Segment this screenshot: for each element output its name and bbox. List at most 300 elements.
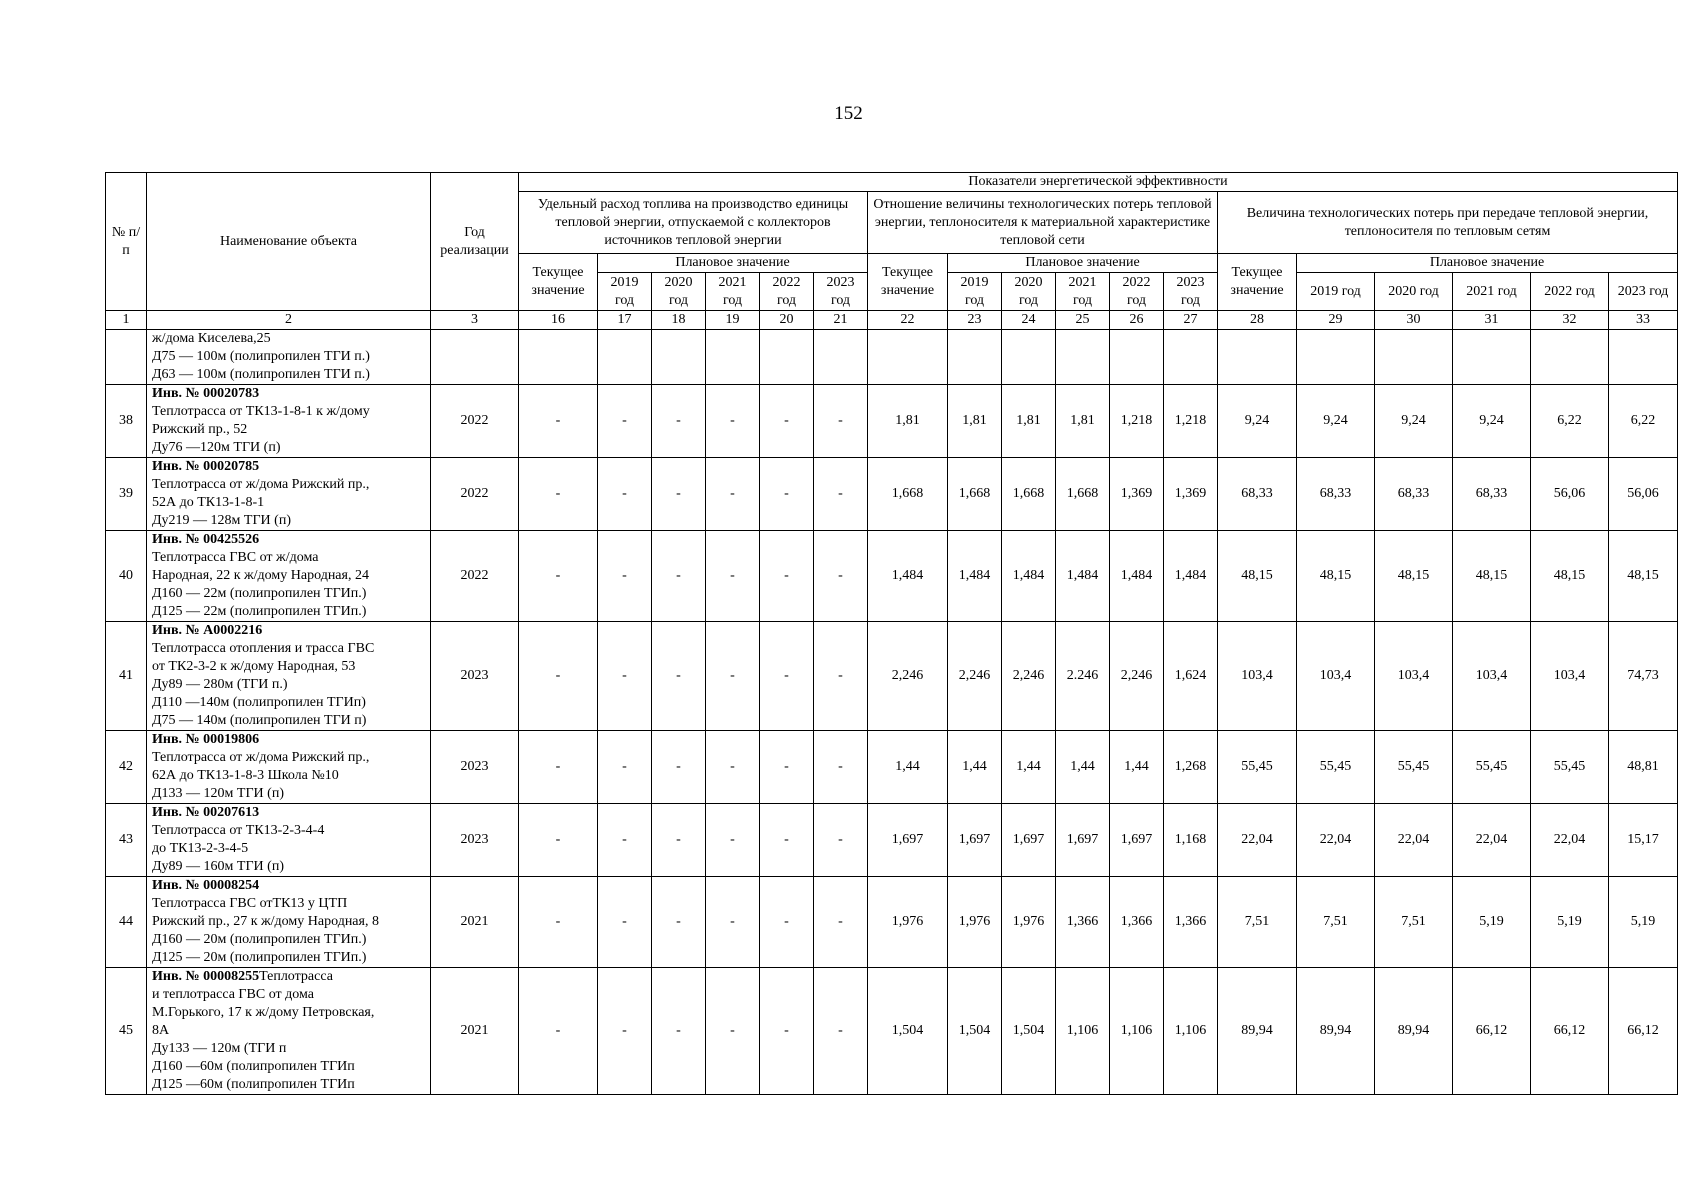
indicator-value: - xyxy=(706,458,760,531)
header-name: Наименование объекта xyxy=(147,173,431,311)
indicator-value: 1,624 xyxy=(1164,622,1218,731)
indicator-value: 55,45 xyxy=(1297,731,1375,804)
indicator-value: 66,12 xyxy=(1531,968,1609,1095)
indicator-value: 1,369 xyxy=(1110,458,1164,531)
implementation-year: 2023 xyxy=(431,804,519,877)
indicator-value: - xyxy=(706,622,760,731)
row-number: 39 xyxy=(106,458,147,531)
header-year-col: 2019 год xyxy=(598,273,652,311)
indicator-value: 103,4 xyxy=(1453,622,1531,731)
object-name-line: Теплотрасса от ТК13-2-3-4-4 xyxy=(152,823,325,838)
object-name-line: до ТК13-2-3-4-5 xyxy=(152,841,249,856)
object-name-line: Д160 — 22м (полипропилен ТГИп.) xyxy=(152,586,367,601)
indicator-value: 6,22 xyxy=(1609,385,1678,458)
object-name-line: 8А xyxy=(152,1023,170,1038)
indicator-value: - xyxy=(598,731,652,804)
column-number: 17 xyxy=(598,311,652,330)
implementation-year: 2023 xyxy=(431,622,519,731)
indicator-value: 55,45 xyxy=(1453,731,1531,804)
column-number: 23 xyxy=(948,311,1002,330)
indicator-value: - xyxy=(598,622,652,731)
indicator-value: 48,81 xyxy=(1609,731,1678,804)
header-year-col: 2020 год xyxy=(652,273,706,311)
table-row xyxy=(106,731,1678,804)
implementation-year: 2022 xyxy=(431,458,519,531)
indicator-value: 48,15 xyxy=(1375,531,1453,622)
indicator-value: - xyxy=(519,531,598,622)
indicator-value: - xyxy=(598,385,652,458)
energy-efficiency-table xyxy=(105,172,1678,1095)
indicator-value: 56,06 xyxy=(1531,458,1609,531)
column-number: 19 xyxy=(706,311,760,330)
indicator-value: - xyxy=(706,968,760,1095)
inventory-number: Инв. № 00020783 xyxy=(152,386,260,401)
indicator-value: 2.246 xyxy=(1056,622,1110,731)
indicator-value: 1,484 xyxy=(948,531,1002,622)
table-row xyxy=(106,458,1678,531)
indicator-value: 56,06 xyxy=(1609,458,1678,531)
indicator-value xyxy=(814,330,868,385)
table-row xyxy=(106,330,1678,385)
column-number: 22 xyxy=(868,311,948,330)
object-name-line: Д125 —60м (полипропилен ТГИп xyxy=(152,1077,355,1092)
indicator-value xyxy=(1375,330,1453,385)
indicator-value: - xyxy=(652,877,706,968)
indicator-value: 1,976 xyxy=(1002,877,1056,968)
header-year-col: 2022 год xyxy=(1531,273,1609,311)
inventory-line xyxy=(152,968,425,986)
indicator-value: 89,94 xyxy=(1375,968,1453,1095)
indicator-value: 68,33 xyxy=(1375,458,1453,531)
indicator-value: - xyxy=(706,877,760,968)
object-name-line: Ду219 — 128м ТГИ (п) xyxy=(152,513,291,528)
indicator-value: 68,33 xyxy=(1218,458,1297,531)
header-year-col: 2019 год xyxy=(948,273,1002,311)
object-name-line: от ТК2-3-2 к ж/дому Народная, 53 xyxy=(152,659,356,674)
header-group-fuel: Удельный расход топлива на производство единицы тепловой энергии, отпускаемой с коллекторов источников тепловой энергии xyxy=(519,192,868,254)
indicator-value: 48,15 xyxy=(1609,531,1678,622)
indicator-value: 89,94 xyxy=(1297,968,1375,1095)
indicator-value: 1,697 xyxy=(868,804,948,877)
object-name-line: Теплотрасса от ж/дома Рижский пр., xyxy=(152,750,370,765)
indicator-value: 1,484 xyxy=(1164,531,1218,622)
row-number: 42 xyxy=(106,731,147,804)
header-year-col: 2023 год xyxy=(1164,273,1218,311)
indicator-value: - xyxy=(519,731,598,804)
object-name-line: М.Горького, 17 к ж/дому Петровская, xyxy=(152,1005,375,1020)
indicator-value: 2,246 xyxy=(1002,622,1056,731)
indicator-value: 1,697 xyxy=(1110,804,1164,877)
object-name-cell xyxy=(147,330,431,385)
indicator-value: - xyxy=(519,385,598,458)
column-number: 32 xyxy=(1531,311,1609,330)
column-number: 28 xyxy=(1218,311,1297,330)
column-number: 16 xyxy=(519,311,598,330)
indicator-value: - xyxy=(760,877,814,968)
object-name-line: Ду133 — 120м (ТГИ п xyxy=(152,1041,287,1056)
indicator-value xyxy=(1002,330,1056,385)
indicator-value: 1,106 xyxy=(1056,968,1110,1095)
indicator-value: 66,12 xyxy=(1453,968,1531,1095)
row-number xyxy=(106,330,147,385)
inventory-number: Инв. № 00008255 xyxy=(152,969,260,984)
indicator-value: 1,484 xyxy=(1110,531,1164,622)
row-number: 40 xyxy=(106,531,147,622)
indicator-value: 9,24 xyxy=(1453,385,1531,458)
object-name-line: Рижский пр., 52 xyxy=(152,422,248,437)
table-row xyxy=(106,531,1678,622)
indicator-value: 22,04 xyxy=(1297,804,1375,877)
object-name-line: Теплотрасса от ж/дома Рижский пр., xyxy=(152,477,370,492)
indicator-value: 1,484 xyxy=(1002,531,1056,622)
indicator-value: - xyxy=(652,385,706,458)
object-name-line: Теплотрасса отопления и трасса ГВС xyxy=(152,641,375,656)
indicator-value: - xyxy=(814,385,868,458)
indicator-value: - xyxy=(760,804,814,877)
inventory-line xyxy=(152,804,425,822)
indicator-value: 1,484 xyxy=(868,531,948,622)
object-name-line: и теплотрасса ГВС от дома xyxy=(152,987,314,1002)
indicator-value: 5,19 xyxy=(1609,877,1678,968)
object-name-cell xyxy=(147,877,431,968)
indicator-value: - xyxy=(706,804,760,877)
indicator-value: - xyxy=(652,731,706,804)
row-number: 44 xyxy=(106,877,147,968)
indicator-value: 9,24 xyxy=(1297,385,1375,458)
indicator-value: 2,246 xyxy=(868,622,948,731)
indicator-value: - xyxy=(706,731,760,804)
header-group-loss-value: Величина технологических потерь при передаче тепловой энергии, теплоносителя по тепловым сетям xyxy=(1218,192,1678,254)
indicator-value: 1,668 xyxy=(948,458,1002,531)
column-number: 31 xyxy=(1453,311,1531,330)
indicator-value: 1,504 xyxy=(1002,968,1056,1095)
indicator-value: 89,94 xyxy=(1218,968,1297,1095)
row-number: 38 xyxy=(106,385,147,458)
column-number: 1 xyxy=(106,311,147,330)
implementation-year xyxy=(431,330,519,385)
row-number: 45 xyxy=(106,968,147,1095)
implementation-year: 2021 xyxy=(431,877,519,968)
indicator-value: 1,218 xyxy=(1110,385,1164,458)
indicator-value xyxy=(1453,330,1531,385)
indicator-value: 1,504 xyxy=(868,968,948,1095)
indicator-value xyxy=(652,330,706,385)
indicator-value: 66,12 xyxy=(1609,968,1678,1095)
indicator-value: - xyxy=(706,385,760,458)
indicator-value: - xyxy=(760,622,814,731)
inventory-line xyxy=(152,877,425,895)
table-row xyxy=(106,622,1678,731)
indicator-value: 55,45 xyxy=(1218,731,1297,804)
indicator-value xyxy=(948,330,1002,385)
indicator-value: - xyxy=(652,622,706,731)
indicator-value: 5,19 xyxy=(1453,877,1531,968)
indicator-value: 103,4 xyxy=(1297,622,1375,731)
indicator-value xyxy=(1531,330,1609,385)
indicator-value: 1,268 xyxy=(1164,731,1218,804)
indicator-value: 7,51 xyxy=(1297,877,1375,968)
object-name-line: Ду89 — 160м ТГИ (п) xyxy=(152,859,284,874)
column-number: 29 xyxy=(1297,311,1375,330)
indicator-value: - xyxy=(760,731,814,804)
indicator-value: - xyxy=(814,968,868,1095)
indicator-value: - xyxy=(519,877,598,968)
indicator-value: 103,4 xyxy=(1218,622,1297,731)
header-year-col: 2021 год xyxy=(1453,273,1531,311)
object-name-line: Теплотрасса от ТК13-1-8-1 к ж/дому xyxy=(152,404,370,419)
object-name-cell xyxy=(147,531,431,622)
header-planned: Плановое значение xyxy=(948,254,1218,273)
indicator-value: - xyxy=(598,877,652,968)
object-name-cell xyxy=(147,385,431,458)
header-group-loss-ratio: Отношение величины технологических потерь тепловой энергии, теплоносителя к материальной характеристике тепловой сети xyxy=(868,192,1218,254)
indicator-value: 9,24 xyxy=(1375,385,1453,458)
object-name-line: Ду89 — 280м (ТГИ п.) xyxy=(152,677,288,692)
indicator-value: 9,24 xyxy=(1218,385,1297,458)
indicator-value: 1,668 xyxy=(868,458,948,531)
column-number: 18 xyxy=(652,311,706,330)
indicator-value: - xyxy=(598,804,652,877)
object-name-line: Д160 — 20м (полипропилен ТГИп.) xyxy=(152,932,367,947)
column-numbers-row xyxy=(106,311,1678,330)
object-name-line: Рижский пр., 27 к ж/дому Народная, 8 xyxy=(152,914,379,929)
table-row xyxy=(106,385,1678,458)
indicator-value: 1,44 xyxy=(1056,731,1110,804)
header-year-col: 2021 год xyxy=(1056,273,1110,311)
indicator-value: - xyxy=(652,804,706,877)
inventory-suffix: Теплотрасса xyxy=(259,969,333,984)
indicator-value: - xyxy=(706,531,760,622)
inventory-line xyxy=(152,622,425,640)
object-name-line: 52А до ТК13-1-8-1 xyxy=(152,495,265,510)
object-name-line: ж/дома Киселева,25 xyxy=(152,331,271,346)
column-number: 24 xyxy=(1002,311,1056,330)
indicator-value: 22,04 xyxy=(1375,804,1453,877)
inventory-number: Инв. № 00008254 xyxy=(152,878,260,893)
indicator-value: 2,246 xyxy=(948,622,1002,731)
indicator-value: 1,218 xyxy=(1164,385,1218,458)
object-name-line: Д125 — 20м (полипропилен ТГИп.) xyxy=(152,950,367,965)
column-number: 27 xyxy=(1164,311,1218,330)
indicator-value xyxy=(1297,330,1375,385)
indicator-value: 68,33 xyxy=(1453,458,1531,531)
header-year-col: 2021 год xyxy=(706,273,760,311)
inventory-number: Инв. № 00425526 xyxy=(152,532,260,547)
indicator-value: - xyxy=(760,385,814,458)
indicator-value: 1,81 xyxy=(948,385,1002,458)
indicator-value: - xyxy=(598,531,652,622)
indicator-value: - xyxy=(760,968,814,1095)
inventory-line xyxy=(152,458,425,476)
indicator-value xyxy=(1056,330,1110,385)
header-year-col: 2019 год xyxy=(1297,273,1375,311)
indicator-value: 1,369 xyxy=(1164,458,1218,531)
header-year-col: 2022 год xyxy=(1110,273,1164,311)
indicator-value: - xyxy=(598,968,652,1095)
indicator-value: 48,15 xyxy=(1531,531,1609,622)
object-name-line: 62А до ТК13-1-8-3 Школа №10 xyxy=(152,768,339,783)
object-name-cell xyxy=(147,622,431,731)
indicator-value: - xyxy=(519,458,598,531)
indicator-value: 1,106 xyxy=(1110,968,1164,1095)
indicator-value: - xyxy=(652,968,706,1095)
indicator-value xyxy=(1110,330,1164,385)
indicator-value: 103,4 xyxy=(1375,622,1453,731)
column-number: 20 xyxy=(760,311,814,330)
inventory-number: Инв. № 00019806 xyxy=(152,732,260,747)
indicator-value: 1,44 xyxy=(1110,731,1164,804)
indicator-value: 1,44 xyxy=(1002,731,1056,804)
indicator-value: 1,668 xyxy=(1002,458,1056,531)
indicator-value: 48,15 xyxy=(1218,531,1297,622)
object-name-line: Д75 — 100м (полипропилен ТГИ п.) xyxy=(152,349,370,364)
table-row xyxy=(106,877,1678,968)
indicator-value: 68,33 xyxy=(1297,458,1375,531)
indicator-value: 1,81 xyxy=(868,385,948,458)
object-name-line: Народная, 22 к ж/дому Народная, 24 xyxy=(152,568,369,583)
header-num: № п/п xyxy=(106,173,147,311)
column-number: 33 xyxy=(1609,311,1678,330)
implementation-year: 2022 xyxy=(431,531,519,622)
implementation-year: 2023 xyxy=(431,731,519,804)
indicator-value: - xyxy=(519,804,598,877)
indicator-value: - xyxy=(519,968,598,1095)
object-name-cell xyxy=(147,458,431,531)
implementation-year: 2022 xyxy=(431,385,519,458)
indicator-value: 22,04 xyxy=(1531,804,1609,877)
implementation-year: 2021 xyxy=(431,968,519,1095)
indicator-value: - xyxy=(814,622,868,731)
indicator-value: 103,4 xyxy=(1531,622,1609,731)
indicator-value: 1,366 xyxy=(1056,877,1110,968)
indicator-value: 1,168 xyxy=(1164,804,1218,877)
row-number: 43 xyxy=(106,804,147,877)
indicator-value: 1,976 xyxy=(948,877,1002,968)
object-name-line: Д160 —60м (полипропилен ТГИп xyxy=(152,1059,355,1074)
indicator-value: 6,22 xyxy=(1531,385,1609,458)
indicator-value: 1,44 xyxy=(948,731,1002,804)
table-row xyxy=(106,804,1678,877)
header-planned: Плановое значение xyxy=(1297,254,1678,273)
row-number: 41 xyxy=(106,622,147,731)
object-name-line: Ду76 —120м ТГИ (п) xyxy=(152,440,281,455)
table-body xyxy=(106,330,1678,1095)
indicator-value: 55,45 xyxy=(1375,731,1453,804)
indicator-value xyxy=(1609,330,1678,385)
inventory-line xyxy=(152,731,425,749)
column-number: 21 xyxy=(814,311,868,330)
indicator-value: 7,51 xyxy=(1375,877,1453,968)
indicator-value: 1,484 xyxy=(1056,531,1110,622)
header-indicators: Показатели энергетической эффективности xyxy=(519,173,1678,192)
object-name-line: Теплотрасса ГВС отТК13 у ЦТП xyxy=(152,896,348,911)
header-current: Текущее значение xyxy=(868,254,948,311)
header-year: Год реализации xyxy=(431,173,519,311)
indicator-value: 1,697 xyxy=(1002,804,1056,877)
indicator-value: 15,17 xyxy=(1609,804,1678,877)
indicator-value xyxy=(868,330,948,385)
indicator-value: 1,81 xyxy=(1002,385,1056,458)
column-number: 25 xyxy=(1056,311,1110,330)
inventory-line xyxy=(152,531,425,549)
indicator-value: 1,106 xyxy=(1164,968,1218,1095)
indicator-value: - xyxy=(814,804,868,877)
indicator-value: 1,976 xyxy=(868,877,948,968)
indicator-value: 5,19 xyxy=(1531,877,1609,968)
indicator-value: 1,697 xyxy=(948,804,1002,877)
header-current: Текущее значение xyxy=(1218,254,1297,311)
indicator-value: 48,15 xyxy=(1453,531,1531,622)
indicator-value: - xyxy=(519,622,598,731)
header-planned: Плановое значение xyxy=(598,254,868,273)
header-year-col: 2020 год xyxy=(1002,273,1056,311)
indicator-value: 7,51 xyxy=(1218,877,1297,968)
indicator-value: 1,668 xyxy=(1056,458,1110,531)
indicator-value: - xyxy=(814,877,868,968)
object-name-line: Теплотрасса ГВС от ж/дома xyxy=(152,550,319,565)
indicator-value: - xyxy=(814,731,868,804)
indicator-value: - xyxy=(814,531,868,622)
inventory-number: Инв. № А0002216 xyxy=(152,623,263,638)
object-name-line: Д125 — 22м (полипропилен ТГИп.) xyxy=(152,604,367,619)
header-current: Текущее значение xyxy=(519,254,598,311)
indicator-value: 22,04 xyxy=(1453,804,1531,877)
header-year-col: 2023 год xyxy=(814,273,868,311)
table-row xyxy=(106,968,1678,1095)
indicator-value: - xyxy=(814,458,868,531)
indicator-value xyxy=(760,330,814,385)
indicator-value: - xyxy=(760,458,814,531)
object-name-cell xyxy=(147,968,431,1095)
indicator-value xyxy=(519,330,598,385)
indicator-value xyxy=(1164,330,1218,385)
indicator-value: 1,697 xyxy=(1056,804,1110,877)
page-number: 152 xyxy=(834,103,863,124)
column-number: 2 xyxy=(147,311,431,330)
object-name-line: Д133 — 120м ТГИ (п) xyxy=(152,786,284,801)
indicator-value: 48,15 xyxy=(1297,531,1375,622)
inventory-number: Инв. № 00020785 xyxy=(152,459,260,474)
indicator-value: - xyxy=(760,531,814,622)
indicator-value: - xyxy=(652,458,706,531)
indicator-value: 1,81 xyxy=(1056,385,1110,458)
indicator-value: 55,45 xyxy=(1531,731,1609,804)
object-name-cell xyxy=(147,731,431,804)
column-number: 26 xyxy=(1110,311,1164,330)
inventory-line xyxy=(152,385,425,403)
header-year-col: 2023 год xyxy=(1609,273,1678,311)
inventory-number: Инв. № 00207613 xyxy=(152,805,260,820)
object-name-line: Д75 — 140м (полипропилен ТГИ п) xyxy=(152,713,367,728)
object-name-line: Д110 —140м (полипропилен ТГИп) xyxy=(152,695,366,710)
indicator-value: 2,246 xyxy=(1110,622,1164,731)
indicator-value xyxy=(706,330,760,385)
column-number: 3 xyxy=(431,311,519,330)
indicator-value: 74,73 xyxy=(1609,622,1678,731)
object-name-cell xyxy=(147,804,431,877)
indicator-value xyxy=(1218,330,1297,385)
indicator-value: 22,04 xyxy=(1218,804,1297,877)
indicator-value: 1,44 xyxy=(868,731,948,804)
header-year-col: 2020 год xyxy=(1375,273,1453,311)
object-name-line: Д63 — 100м (полипропилен ТГИ п.) xyxy=(152,367,370,382)
indicator-value: - xyxy=(598,458,652,531)
column-number: 30 xyxy=(1375,311,1453,330)
indicator-value: 1,504 xyxy=(948,968,1002,1095)
indicator-value: 1,366 xyxy=(1164,877,1218,968)
indicator-value: - xyxy=(652,531,706,622)
indicator-value: 1,366 xyxy=(1110,877,1164,968)
